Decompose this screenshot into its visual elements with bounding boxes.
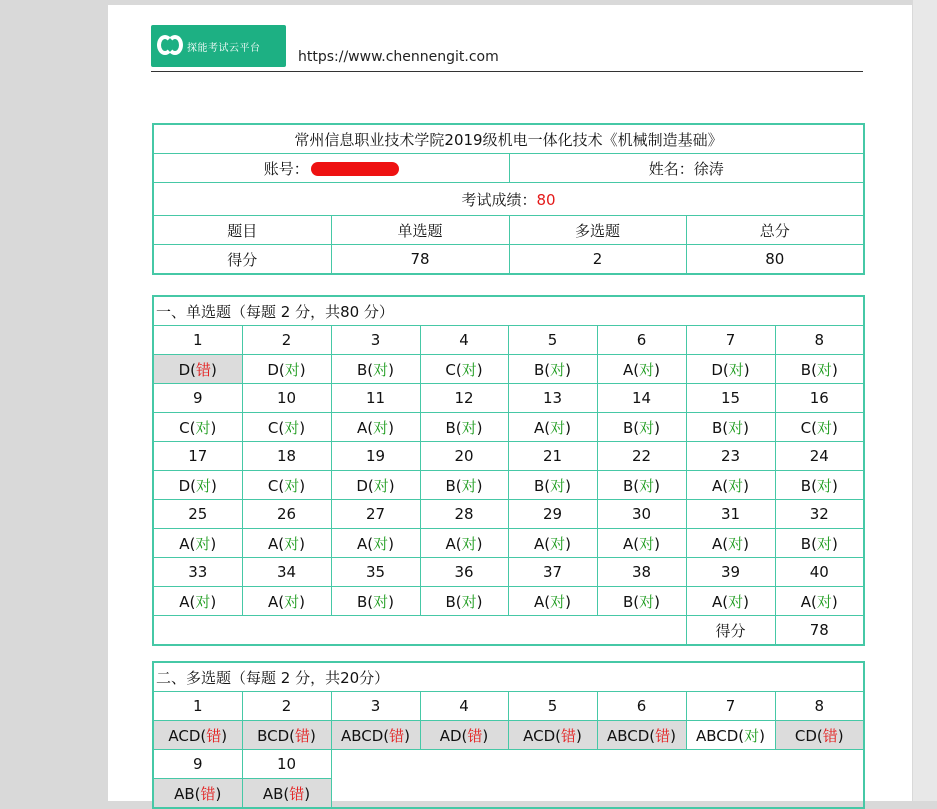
answer-cell: B(对) [597, 413, 686, 442]
answer-cell: B(对) [331, 355, 420, 384]
answer-choice: A [445, 534, 456, 553]
answer-choice: A [268, 534, 279, 553]
answer-choice: A [357, 418, 368, 437]
question-number: 3 [331, 326, 420, 355]
answer-cell: B(对) [331, 587, 420, 616]
correct-mark: 对 [373, 360, 389, 379]
correct-mark: 对 [816, 592, 832, 611]
wrong-mark: 错 [200, 784, 216, 803]
wrong-mark: 错 [295, 726, 311, 745]
logo-icon [157, 33, 183, 59]
question-number: 1 [153, 326, 242, 355]
correct-mark: 对 [284, 476, 300, 495]
question-number: 26 [242, 500, 331, 529]
answer-choice: ACD [523, 726, 556, 745]
correct-mark: 对 [639, 360, 655, 379]
question-number: 6 [597, 326, 686, 355]
exam-score-cell [153, 183, 864, 216]
answer-cell: A(对) [153, 529, 242, 558]
multi-score: 2 [509, 245, 686, 275]
answer-cell: AB(错) [153, 779, 242, 809]
name-label: 姓名： [648, 159, 694, 178]
question-number: 4 [420, 326, 508, 355]
answer-cell: A(对) [508, 529, 597, 558]
question-number: 28 [420, 500, 508, 529]
answer-choice: B [622, 476, 634, 495]
answer-choice: CD [794, 726, 817, 745]
answer-cell: C(对) [242, 413, 331, 442]
answer-choice: D [178, 360, 191, 379]
answer-cell: B(对) [686, 413, 775, 442]
answer-choice: B [800, 476, 812, 495]
answer-choice: B [622, 592, 634, 611]
question-number: 14 [597, 384, 686, 413]
answer-choice: A [357, 534, 368, 553]
question-number: 9 [153, 750, 242, 779]
answer-cell: C(对) [242, 471, 331, 500]
site-url: https://www.chennengit.com [298, 49, 499, 65]
answer-cell: B(对) [508, 471, 597, 500]
correct-mark: 对 [639, 418, 655, 437]
correct-mark: 对 [195, 418, 211, 437]
answer-cell: A(对) [331, 529, 420, 558]
answer-choice: D [356, 476, 368, 495]
correct-mark: 对 [373, 418, 389, 437]
question-number: 30 [597, 500, 686, 529]
question-number: 40 [775, 558, 864, 587]
wrong-mark: 错 [561, 726, 577, 745]
correct-mark: 对 [639, 534, 655, 553]
question-number: 17 [153, 442, 242, 471]
question-number: 31 [686, 500, 775, 529]
question-number: 8 [775, 326, 864, 355]
answer-choice: A [800, 592, 812, 611]
answer-cell: A(对) [686, 471, 775, 500]
correct-mark: 对 [284, 534, 300, 553]
answer-choice: A [712, 476, 723, 495]
question-number: 4 [420, 692, 508, 721]
answer-cell: C(对) [775, 413, 864, 442]
answer-cell: ACD(错) [153, 721, 242, 750]
question-number: 7 [686, 326, 775, 355]
correct-mark: 对 [816, 534, 832, 553]
answer-choice: D [178, 476, 191, 495]
document-page [108, 5, 912, 801]
col-header: 单选题 [331, 216, 509, 245]
answer-cell: D(对) [242, 355, 331, 384]
question-number: 12 [420, 384, 508, 413]
answer-choice: AD [439, 726, 462, 745]
question-number: 35 [331, 558, 420, 587]
correct-mark: 对 [816, 476, 832, 495]
question-number: 27 [331, 500, 420, 529]
answer-choice: A [623, 360, 634, 379]
header-divider [151, 71, 863, 72]
question-number: 3 [331, 692, 420, 721]
answer-cell: A(对) [153, 587, 242, 616]
question-number: 13 [508, 384, 597, 413]
answer-cell: D(错) [153, 355, 242, 384]
answer-cell: ABCD(对) [686, 721, 775, 750]
section-title: 一、单选题（每题 2 分，共80 分） [153, 296, 864, 326]
section-score-label: 得分 [686, 616, 775, 646]
answer-choice: A [534, 418, 545, 437]
question-number: 6 [597, 692, 686, 721]
question-number: 24 [775, 442, 864, 471]
correct-mark: 对 [816, 360, 832, 379]
wrong-mark: 错 [206, 726, 222, 745]
correct-mark: 对 [550, 418, 566, 437]
question-number: 21 [508, 442, 597, 471]
question-number: 29 [508, 500, 597, 529]
answer-cell: A(对) [508, 413, 597, 442]
name-value: 徐涛 [693, 159, 724, 178]
correct-mark: 对 [550, 592, 566, 611]
question-number: 34 [242, 558, 331, 587]
correct-mark: 对 [373, 534, 389, 553]
question-number: 20 [420, 442, 508, 471]
correct-mark: 对 [728, 360, 744, 379]
answer-cell: C(对) [420, 355, 508, 384]
answer-choice: B [445, 476, 456, 495]
answer-cell: A(对) [686, 587, 775, 616]
col-header: 多选题 [509, 216, 686, 245]
platform-logo [151, 25, 286, 67]
answer-choice: B [800, 534, 812, 553]
col-header: 题目 [153, 216, 331, 245]
correct-mark: 对 [639, 592, 655, 611]
answer-choice: B [711, 418, 723, 437]
correct-mark: 对 [461, 476, 477, 495]
correct-mark: 对 [195, 534, 211, 553]
answer-cell: B(对) [420, 413, 508, 442]
answer-choice: ABCD [695, 726, 739, 745]
answer-cell: ACD(错) [508, 721, 597, 750]
question-number: 5 [508, 326, 597, 355]
exam-title: 常州信息职业技术学院2019级机电一体化技术《机械制造基础》 [153, 124, 864, 154]
question-number: 2 [242, 692, 331, 721]
answer-cell: B(对) [775, 471, 864, 500]
answer-choice: A [268, 592, 279, 611]
correct-mark: 对 [728, 592, 744, 611]
answer-choice: ABCD [606, 726, 650, 745]
answer-choice: A [623, 534, 634, 553]
correct-mark: 对 [284, 418, 300, 437]
answer-choice: A [712, 592, 723, 611]
question-number: 2 [242, 326, 331, 355]
answer-choice: C [267, 418, 279, 437]
answer-choice: D [711, 360, 723, 379]
answer-cell: B(对) [597, 587, 686, 616]
summary-table [152, 123, 865, 275]
question-number: 5 [508, 692, 597, 721]
answer-cell: BCD(错) [242, 721, 331, 750]
question-number: 33 [153, 558, 242, 587]
answer-cell: B(对) [597, 471, 686, 500]
correct-mark: 对 [373, 476, 389, 495]
answer-choice: B [445, 418, 456, 437]
logo-text: 探能考试云平台 [187, 42, 261, 54]
answer-cell: D(对) [331, 471, 420, 500]
answer-cell: B(对) [508, 355, 597, 384]
answer-choice: AB [262, 784, 284, 803]
answer-cell: B(对) [420, 471, 508, 500]
answer-choice: BCD [257, 726, 290, 745]
section-title: 二、多选题（每题 2 分，共20分） [153, 662, 864, 692]
correct-mark: 对 [639, 476, 655, 495]
correct-mark: 对 [461, 418, 477, 437]
answer-cell: A(对) [420, 529, 508, 558]
total-score: 80 [686, 245, 864, 275]
question-number: 18 [242, 442, 331, 471]
score-label: 考试成绩： [461, 190, 537, 209]
question-number: 22 [597, 442, 686, 471]
correct-mark: 对 [728, 476, 744, 495]
redacted-account [311, 162, 399, 176]
answer-choice: A [534, 534, 545, 553]
correct-mark: 对 [728, 534, 744, 553]
answer-cell: A(对) [597, 355, 686, 384]
answer-choice: AB [174, 784, 195, 803]
account-cell [153, 154, 509, 183]
correct-mark: 对 [195, 592, 211, 611]
wrong-mark: 错 [389, 726, 405, 745]
question-number: 15 [686, 384, 775, 413]
empty-cell [153, 616, 686, 646]
question-number: 10 [242, 384, 331, 413]
answer-cell: A(对) [775, 587, 864, 616]
correct-mark: 对 [461, 360, 477, 379]
answer-cell: B(对) [775, 355, 864, 384]
question-number: 36 [420, 558, 508, 587]
answer-cell: C(对) [153, 413, 242, 442]
answer-choice: B [533, 360, 545, 379]
wrong-mark: 错 [655, 726, 671, 745]
answer-choice: A [712, 534, 723, 553]
question-number: 11 [331, 384, 420, 413]
question-number: 10 [242, 750, 331, 779]
correct-mark: 对 [550, 360, 566, 379]
answer-choice: B [800, 360, 812, 379]
col-header: 总分 [686, 216, 864, 245]
score-value: 80 [536, 190, 556, 209]
answer-cell: CD(错) [775, 721, 864, 750]
empty-cell [331, 750, 864, 809]
correct-mark: 对 [373, 592, 389, 611]
answer-choice: B [356, 592, 368, 611]
answer-cell: A(对) [597, 529, 686, 558]
single-score: 78 [331, 245, 509, 275]
correct-mark: 对 [196, 476, 212, 495]
question-number: 25 [153, 500, 242, 529]
section-score-value: 78 [775, 616, 864, 646]
viewer-edge [913, 0, 937, 801]
correct-mark: 对 [550, 476, 566, 495]
answer-cell: A(对) [331, 413, 420, 442]
wrong-mark: 错 [289, 784, 305, 803]
question-number: 39 [686, 558, 775, 587]
answer-choice: ACD [168, 726, 201, 745]
wrong-mark: 错 [822, 726, 838, 745]
answer-cell: A(对) [686, 529, 775, 558]
answer-cell: A(对) [242, 529, 331, 558]
question-number: 23 [686, 442, 775, 471]
answer-cell: ABCD(错) [331, 721, 420, 750]
multi-choice-table [152, 661, 865, 809]
answer-choice: B [533, 476, 545, 495]
answer-choice: C [179, 418, 190, 437]
answer-cell: D(对) [686, 355, 775, 384]
question-number: 16 [775, 384, 864, 413]
wrong-mark: 错 [467, 726, 483, 745]
answer-choice: C [800, 418, 812, 437]
correct-mark: 对 [461, 592, 477, 611]
answer-choice: D [267, 360, 279, 379]
answer-cell: AB(错) [242, 779, 331, 809]
name-cell [509, 154, 864, 183]
question-number: 8 [775, 692, 864, 721]
correct-mark: 对 [550, 534, 566, 553]
answer-choice: A [179, 592, 190, 611]
wrong-mark: 错 [196, 360, 212, 379]
correct-mark: 对 [817, 418, 833, 437]
answer-choice: B [622, 418, 634, 437]
answer-choice: B [356, 360, 368, 379]
question-number: 37 [508, 558, 597, 587]
answer-cell: B(对) [775, 529, 864, 558]
single-choice-table [152, 295, 865, 646]
question-number: 9 [153, 384, 242, 413]
answer-cell: AD(错) [420, 721, 508, 750]
question-number: 19 [331, 442, 420, 471]
correct-mark: 对 [284, 592, 300, 611]
answer-cell: D(对) [153, 471, 242, 500]
question-number: 7 [686, 692, 775, 721]
account-label: 账号： [263, 159, 309, 178]
answer-choice: ABCD [340, 726, 384, 745]
answer-cell: B(对) [420, 587, 508, 616]
row-label: 得分 [153, 245, 331, 275]
answer-cell: ABCD(错) [597, 721, 686, 750]
answer-choice: C [445, 360, 456, 379]
correct-mark: 对 [744, 726, 760, 745]
answer-cell: A(对) [242, 587, 331, 616]
answer-choice: B [445, 592, 456, 611]
question-number: 32 [775, 500, 864, 529]
correct-mark: 对 [728, 418, 744, 437]
answer-cell: A(对) [508, 587, 597, 616]
question-number: 1 [153, 692, 242, 721]
answer-choice: C [267, 476, 279, 495]
answer-choice: A [534, 592, 545, 611]
answer-choice: A [179, 534, 190, 553]
question-number: 38 [597, 558, 686, 587]
correct-mark: 对 [284, 360, 300, 379]
correct-mark: 对 [461, 534, 477, 553]
